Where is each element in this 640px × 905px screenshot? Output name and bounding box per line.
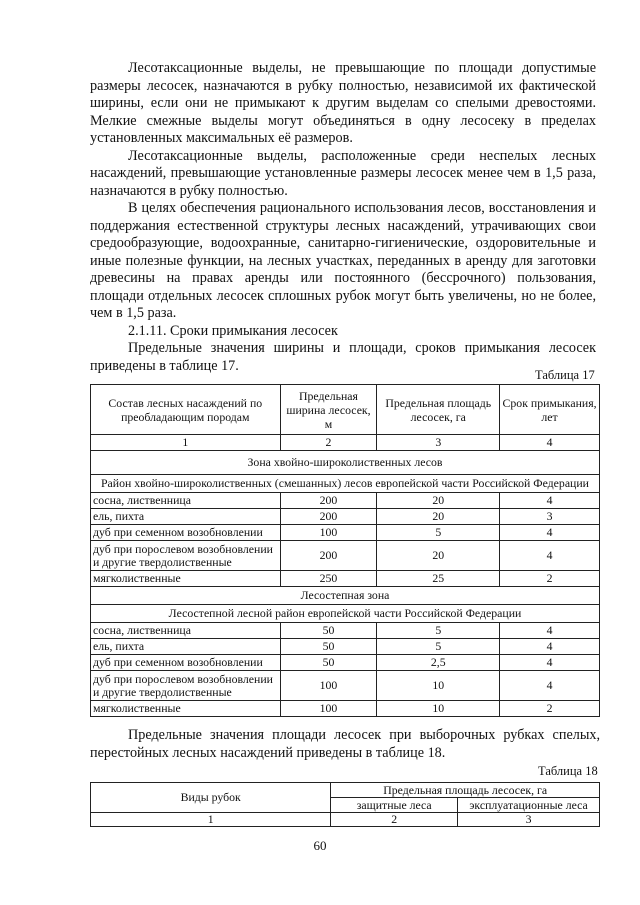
species-cell: ель, пихта: [91, 639, 281, 655]
column-number: 3: [458, 813, 600, 827]
header-cell: защитные леса: [331, 798, 458, 813]
width-cell: 100: [280, 701, 377, 717]
zone-row: [91, 587, 600, 605]
area-cell: 10: [377, 701, 500, 717]
area-cell: 20: [377, 509, 500, 525]
species-cell: дуб при порослевом возобновлении и другие твердолиственные: [91, 541, 281, 571]
zone-row: [91, 451, 600, 475]
term-cell: 4: [500, 639, 600, 655]
table-row: [91, 541, 600, 571]
table-row: [91, 571, 600, 587]
area-cell: 25: [377, 571, 500, 587]
width-cell: 50: [280, 655, 377, 671]
term-cell: 4: [500, 493, 600, 509]
width-cell: 200: [280, 493, 377, 509]
area-cell: 10: [377, 671, 500, 701]
species-cell: дуб при семенном возобновлении: [91, 525, 281, 541]
header-cell: Предельная площадь лесосек, га: [331, 783, 600, 798]
species-cell: мягколиственные: [91, 571, 281, 587]
table-header-row: [91, 385, 600, 435]
table-row: [91, 671, 600, 701]
column-number-row: [91, 813, 600, 827]
table-18: [90, 782, 600, 827]
term-cell: 2: [500, 701, 600, 717]
width-cell: 50: [280, 623, 377, 639]
area-cell: 20: [377, 541, 500, 571]
column-number: 3: [377, 435, 500, 451]
region-title: Лесостепной лесной район европейской части Российской Федерации: [91, 605, 600, 623]
term-cell: 2: [500, 571, 600, 587]
body-text: [90, 60, 596, 375]
body-text-2: [90, 726, 600, 762]
area-cell: 5: [377, 639, 500, 655]
term-cell: 4: [500, 623, 600, 639]
column-number: 1: [91, 813, 331, 827]
column-number-row: [91, 435, 600, 451]
paragraph-3: В целях обеспечения рационального использования лесов, восстановления и поддержания естественной структуры лесных насаждений, утрачивающих свои средообразующие, водоохранные, санитарно-гигиенические, оздоровительные и иные полезные функции, на лесных участках, переданных в аренду для заготовки древесины на правах аренды или постоянного (бессрочного) пользования, площади отдельных лесосек сплошных рубок могут быть увеличены, но не более, чем в 1,5 раза.: [90, 200, 596, 321]
species-cell: мягколиственные: [91, 701, 281, 717]
width-cell: 200: [280, 509, 377, 525]
table-17: [90, 384, 600, 717]
paragraph-1: Лесотаксационные выделы, не превышающие по площади допустимые размеры лесосек, назначаются в рубку полностью, независимой их фактической ширины, если они не примыкают к другим выделам со спелыми древостоями. Мелкие смежные выделы могут объединяться в одну лесосеку в пределах установленных максимальных её размеров.: [90, 60, 596, 146]
table-row: [91, 493, 600, 509]
table-row: [91, 701, 600, 717]
column-number: 2: [331, 813, 458, 827]
column-number: 1: [91, 435, 281, 451]
table-row: [91, 525, 600, 541]
term-cell: 4: [500, 525, 600, 541]
paragraph-2: Лесотаксационные выделы, расположенные среди неспелых лесных насаждений, превышающие установленные размеры лесосек менее чем в 1,5 раза, назначаются в рубку полностью.: [90, 147, 596, 199]
term-cell: 3: [500, 509, 600, 525]
table17-caption: Таблица 17: [535, 368, 595, 382]
paragraph-4: Предельные значения ширины и площади, сроков примыкания лесосек приведены в таблице 17.: [90, 340, 596, 374]
term-cell: 4: [500, 541, 600, 571]
species-cell: дуб при порослевом возобновлении и другие твердолиственные: [91, 671, 281, 701]
area-cell: 2,5: [377, 655, 500, 671]
region-row: [91, 605, 600, 623]
table-row: [91, 509, 600, 525]
header-cell: Предельная ширина лесосек, м: [280, 385, 377, 435]
table-row: [91, 655, 600, 671]
area-cell: 20: [377, 493, 500, 509]
species-cell: ель, пихта: [91, 509, 281, 525]
table-row: [91, 623, 600, 639]
species-cell: сосна, лиственница: [91, 623, 281, 639]
species-cell: сосна, лиственница: [91, 493, 281, 509]
page-number: 60: [313, 838, 327, 853]
species-cell: дуб при семенном возобновлении: [91, 655, 281, 671]
header-cell: эксплуатационные леса: [458, 798, 600, 813]
table18-caption: Таблица 18: [538, 764, 598, 778]
column-number: 4: [500, 435, 600, 451]
region-row: [91, 475, 600, 493]
width-cell: 250: [280, 571, 377, 587]
width-cell: 50: [280, 639, 377, 655]
width-cell: 200: [280, 541, 377, 571]
header-cell: Состав лесных насаждений по преобладающим породам: [91, 385, 281, 435]
area-cell: 5: [377, 525, 500, 541]
width-cell: 100: [280, 525, 377, 541]
zone-title: Лесостепная зона: [91, 587, 600, 605]
term-cell: 4: [500, 655, 600, 671]
table-row: [91, 639, 600, 655]
area-cell: 5: [377, 623, 500, 639]
column-number: 2: [280, 435, 377, 451]
section-heading: 2.1.11. Сроки примыкания лесосек: [128, 322, 338, 339]
header-cell: Срок примыкания, лет: [500, 385, 600, 435]
region-title: Район хвойно-широколиственных (смешанных) лесов европейской части Российской Федерации: [91, 475, 600, 493]
term-cell: 4: [500, 671, 600, 701]
paragraph-5: Предельные значения площади лесосек при выборочных рубках спелых, перестойных лесных насаждений приведены в таблице 18.: [90, 727, 600, 761]
header-cell: Виды рубок: [91, 783, 331, 813]
header-cell: Предельная площадь лесосек, га: [377, 385, 500, 435]
zone-title: Зона хвойно-широколиственных лесов: [91, 451, 600, 475]
table-header-row: [91, 783, 600, 798]
width-cell: 100: [280, 671, 377, 701]
